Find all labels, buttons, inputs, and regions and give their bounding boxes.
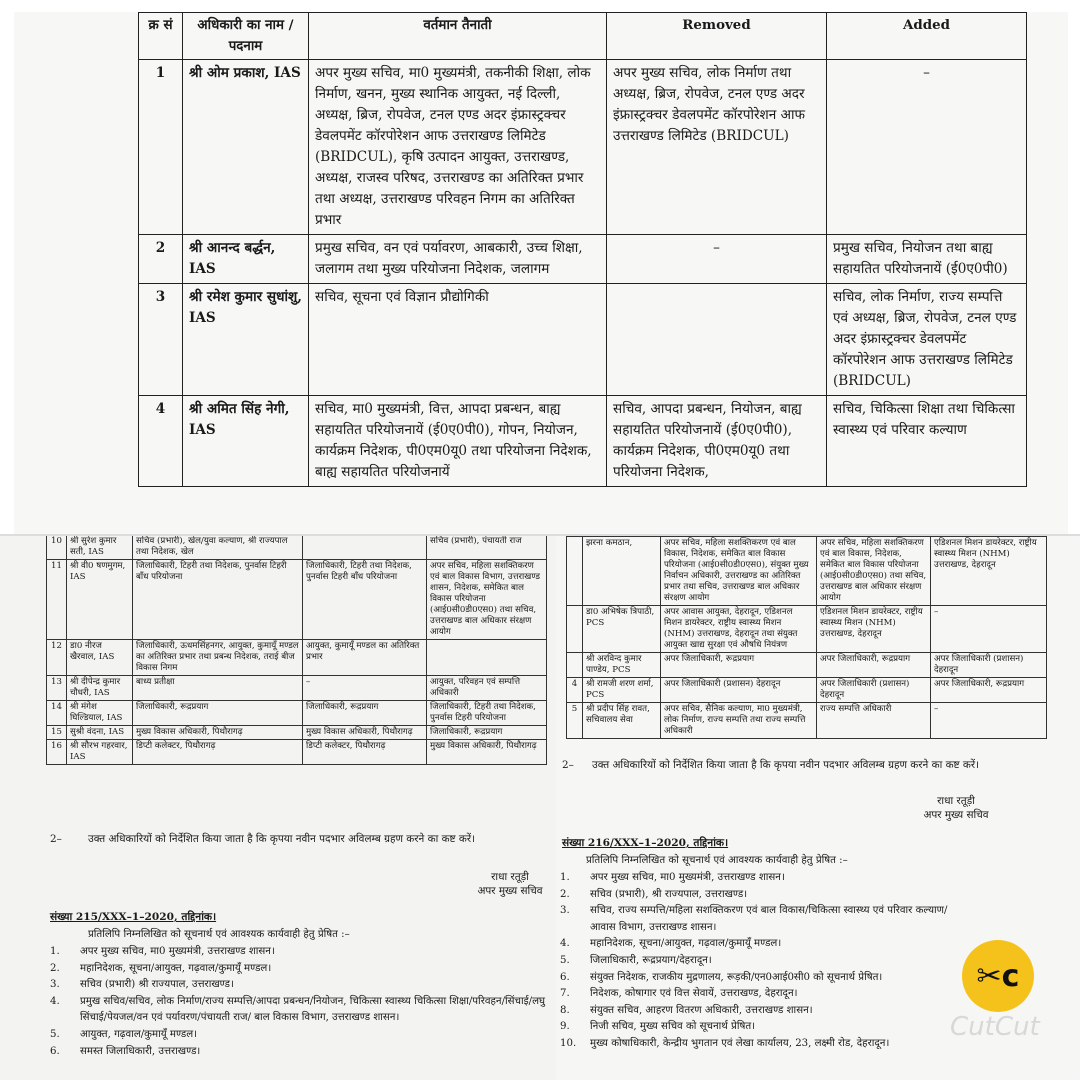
list-item-text: संयुक्त सचिव, आहरण वितरण अधिकारी, उत्तराखण्ड शासन। bbox=[590, 1004, 813, 1016]
list-item-text: मुख्य कोषाधिकारी, केन्द्रीय भुगतान एवं लेखा कार्यालय, 23, लक्ष्मी रोड, देहरादून। bbox=[590, 1037, 890, 1049]
table-row bbox=[47, 740, 547, 765]
row-officer: श्री प्रदीप सिंह रावत, सचिवालय सेवा bbox=[583, 703, 661, 739]
row-current: अपर आवास आयुक्त, देहरादून, एडिशनल मिशन डायरेक्टर, राष्ट्रीय स्वास्थ्य मिशन (NHM) उत्तराखण्ड, देहरादून तथा संयुक्त आयुक्त खाद्य सुरक्षा एवं औषधि नियंत्रण bbox=[661, 606, 817, 653]
row-officer: झरना कमठान, bbox=[583, 537, 661, 606]
row-added: एडिशनल मिशन डायरेक्टर, राष्ट्रीय स्वास्थ्य मिशन (NHM) उत्तराखण्ड, देहरादून bbox=[931, 537, 1047, 606]
row-officer: डा0 अभिषेक त्रिपाठी, PCS bbox=[583, 606, 661, 653]
list-item-text: निजी सचिव, मुख्य सचिव को सूचनार्थ प्रेषित। bbox=[590, 1021, 756, 1033]
table-row bbox=[567, 678, 1047, 703]
list-item bbox=[560, 903, 950, 936]
list-item bbox=[560, 870, 950, 887]
copy-intro: प्रतिलिपि निम्नलिखित को सूचनार्थ एवं आवश्यक कार्यवाही हेतु प्रेषित :– bbox=[586, 855, 848, 866]
row-added: प्रमुख सचिव, नियोजन तथा बाह्य सहायतित परियोजनायें (ई0ए0पी0) bbox=[827, 235, 1027, 284]
list-item-text: जिलाधिकारी, रूद्रप्रयाग/देहरादून। bbox=[590, 954, 712, 966]
table-row bbox=[567, 606, 1047, 653]
table-row bbox=[47, 536, 547, 560]
row-removed bbox=[303, 536, 427, 560]
row-officer: श्री आनन्द बर्द्धन, IAS bbox=[183, 235, 309, 284]
list-item-number: 10. bbox=[560, 1037, 577, 1049]
table-row bbox=[139, 60, 1027, 235]
row-added: – bbox=[827, 60, 1027, 235]
row-removed: – bbox=[303, 676, 427, 701]
list-item-number: 2. bbox=[50, 962, 60, 974]
table-row bbox=[139, 396, 1027, 487]
row-current: अपर मुख्य सचिव, मा0 मुख्यमंत्री, तकनीकी शिक्षा, लोक निर्माण, खनन, मुख्य स्थानिक आयुक्त, नई दिल्ली, अध्यक्ष, ब्रिज, रोपवेज, टनल एण्ड अदर इंफ्रास्ट्रक्चर डेवलपमेंट कॉरपोरेशन आफ उत्तराखण्ड लिमिटेड (BRIDCUL), कृषि उत्पादन आयुक्त, उत्तराखण्ड, अध्यक्ष, राजस्व परिषद, उत्तराखण्ड का अतिरिक्त प्रभार तथा अध्यक्ष, उत्तराखण्ड परिवहन निगम का अतिरिक्त प्रभार bbox=[309, 60, 607, 235]
row-added: – bbox=[931, 703, 1047, 739]
transfer-table-top bbox=[138, 12, 1027, 487]
list-item bbox=[560, 986, 950, 1003]
row-added: अपर जिलाधिकारी (प्रशासन) देहरादून bbox=[931, 653, 1047, 678]
table-row bbox=[567, 703, 1047, 739]
copy-list bbox=[50, 944, 550, 1060]
list-item-number: 1. bbox=[560, 872, 570, 883]
row-serial: 12 bbox=[47, 640, 67, 676]
signatory-name: राधा रतूड़ी bbox=[491, 871, 529, 883]
row-serial: 4 bbox=[139, 396, 183, 487]
row-added: मुख्य विकास अधिकारी, पिथौरागढ़ bbox=[427, 740, 547, 765]
list-item-text: आयुक्त, गढ़वाल/कुमायूँ मण्डल। bbox=[80, 1028, 198, 1040]
row-removed: आयुक्त, कुमायूँ मण्डल का अतिरिक्त प्रभार bbox=[303, 640, 427, 676]
row-removed: अपर मुख्य सचिव, लोक निर्माण तथा अध्यक्ष, ब्रिज, रोपवेज, टनल एण्ड अदर इंफ्रास्ट्रक्चर डेवलपमेंट कॉरपोरेशन आफ उत्तराखण्ड लिमिटेड (BRIDCUL) bbox=[607, 60, 827, 235]
row-added bbox=[427, 640, 547, 676]
row-current: अपर जिलाधिकारी, रूद्रप्रयाग bbox=[661, 653, 817, 678]
row-serial: 2 bbox=[139, 235, 183, 284]
list-item-text: निदेशक, कोषागार एवं वित्त सेवायें, उत्तराखण्ड, देहरादून। bbox=[590, 988, 798, 1000]
row-officer: श्री मंगेश घिल्डियाल, IAS bbox=[67, 701, 133, 726]
row-removed: – bbox=[607, 235, 827, 284]
table-row bbox=[567, 653, 1047, 678]
note-text: उक्त अधिकारियों को निर्देशित किया जाता है कि कृपया नवीन पदभार अविलम्ब ग्रहण करने का कष्ट करें। bbox=[88, 833, 476, 845]
table-row bbox=[567, 537, 1047, 606]
copy-intro: प्रतिलिपि निम्नलिखित को सूचनार्थ एवं आवश्यक कार्यवाही हेतु प्रेषित :– bbox=[88, 929, 350, 940]
list-item bbox=[50, 977, 550, 994]
list-item-text: अपर मुख्य सचिव, मा0 मुख्यमंत्री, उत्तराखण्ड शासन। bbox=[80, 946, 275, 957]
header-serial: क्र सं bbox=[139, 13, 183, 60]
row-added: जिलाधिकारी, टिहरी तथा निदेशक, पुनर्वास टिहरी परियोजना bbox=[427, 701, 547, 726]
list-item bbox=[560, 970, 950, 987]
row-serial: 10 bbox=[47, 536, 67, 560]
list-item bbox=[560, 1036, 950, 1053]
list-item bbox=[560, 1003, 950, 1020]
list-item bbox=[50, 944, 550, 961]
row-added: अपर जिलाधिकारी, रूद्रप्रयाग bbox=[931, 678, 1047, 703]
row-serial bbox=[567, 537, 583, 606]
row-officer: श्री दीपेन्द्र कुमार चौधरी, IAS bbox=[67, 676, 133, 701]
row-removed: अपर जिलाधिकारी (प्रशासन) देहरादून bbox=[817, 678, 931, 703]
list-item-number: 6. bbox=[50, 1045, 60, 1057]
list-item-number: 6. bbox=[560, 971, 570, 983]
row-officer: श्री रमेश कुमार सुधांशु, IAS bbox=[183, 284, 309, 396]
list-item bbox=[50, 1044, 550, 1061]
row-removed: सचिव, आपदा प्रबन्धन, नियोजन, बाह्य सहायतित परियोजनायें (ई0ए0पी0), कार्यक्रम निदेशक, पी0एम0यू0 तथा परियोजना निदेशक, bbox=[607, 396, 827, 487]
row-removed: डिप्टी कलेक्टर, पिथौरागढ़ bbox=[303, 740, 427, 765]
list-item-number: 8. bbox=[560, 1004, 570, 1016]
row-current: सचिव, सूचना एवं विज्ञान प्रौद्योगिकी bbox=[309, 284, 607, 396]
top-document-panel bbox=[14, 12, 1068, 536]
transfer-table-left bbox=[46, 536, 547, 765]
row-removed: अपर सचिव, महिला सशक्तिकरण एवं बाल विकास, निदेशक, समेकित बाल विकास परियोजना (आई0सी0डी0एस0) तथा सचिव, उत्तराखण्ड बाल अधिकार संरक्षण आयोग bbox=[817, 537, 931, 606]
note-number: 2– bbox=[50, 833, 62, 845]
list-item-number: 7. bbox=[560, 988, 570, 1000]
list-item bbox=[560, 953, 950, 970]
header-added: Added bbox=[827, 13, 1027, 60]
signature-block bbox=[420, 870, 560, 898]
list-item-text: संयुक्त निदेशक, राजकीय मुद्रणालय, रूड़की/एन0आई0सी0 को सूचनार्थ प्रेषित। bbox=[590, 971, 883, 983]
row-removed: जिलाधिकारी, रूद्रप्रयाग bbox=[303, 701, 427, 726]
row-serial: 13 bbox=[47, 676, 67, 701]
row-officer: श्री सुरेश कुमार सती, IAS bbox=[67, 536, 133, 560]
list-item-number: 4. bbox=[560, 938, 570, 950]
row-current: प्रमुख सचिव, वन एवं पर्यावरण, आबकारी, उच्च शिक्षा, जलागम तथा मुख्य परियोजना निदेशक, जलागम bbox=[309, 235, 607, 284]
list-item-number: 2. bbox=[560, 888, 570, 900]
row-added: सचिव, लोक निर्माण, राज्य सम्पत्ति एवं अध्यक्ष, ब्रिज, रोपवेज, टनल एण्ड अदर इंफ्रास्ट्रक्चर डेवलपमेंट कॉरपोरेशन आफ उत्तराखण्ड लिमिटेड (BRIDCUL) bbox=[827, 284, 1027, 396]
row-officer: श्री वी0 षणमुगम, IAS bbox=[67, 560, 133, 640]
table-row bbox=[47, 701, 547, 726]
list-item-text: महानिदेशक, सूचना/आयुक्त, गढ़वाल/कुमायूँ मण्डल। bbox=[590, 938, 782, 950]
row-serial: 14 bbox=[47, 701, 67, 726]
row-current: मुख्य विकास अधिकारी, पिथौरागढ़ bbox=[133, 726, 303, 740]
table-header-row bbox=[139, 13, 1027, 60]
reference-number: संख्या 215/XXX–1–2020, तद्दिनांक। bbox=[50, 911, 217, 923]
row-added: अपर सचिव, महिला सशक्तिकरण एवं बाल विकास विभाग, उत्तराखण्ड शासन, निदेशक, समेकित बाल विकास परियोजना (आई0सी0डी0एस0) तथा सचिव, उत्तराखण्ड बाल अधिकार संरक्षण आयोग bbox=[427, 560, 547, 640]
row-current: सचिव, मा0 मुख्यमंत्री, वित्त, आपदा प्रबन्धन, बाह्य सहायतित परियोजनायें (ई0ए0पी0), गोपन, नियोजन, कार्यक्रम निदेशक, पी0एम0यू0 तथा परियोजना निदेशक, बाह्य सहायतित परियोजनायें bbox=[309, 396, 607, 487]
transfer-table-right bbox=[566, 536, 1047, 739]
row-current: बाध्य प्रतीक्षा bbox=[133, 676, 303, 701]
list-item-text: महानिदेशक, सूचना/आयुक्त, गढ़वाल/कुमायूँ मण्डल। bbox=[80, 962, 272, 974]
table-row bbox=[139, 235, 1027, 284]
copy-list bbox=[560, 870, 950, 1053]
row-serial: 16 bbox=[47, 740, 67, 765]
table-row bbox=[47, 640, 547, 676]
row-officer: डा0 नीरज खैरवाल, IAS bbox=[67, 640, 133, 676]
row-officer: श्री अरविन्द कुमार पाण्डेय, PCS bbox=[583, 653, 661, 678]
row-removed: जिलाधिकारी, टिहरी तथा निदेशक, पुनर्वास टिहरी बाँध परियोजना bbox=[303, 560, 427, 640]
list-item-text: सचिव, राज्य सम्पत्ति/महिला सशक्तिकरण एवं बाल विकास/चिकित्सा स्वास्थ्य एवं परिवार कल्याण/ आवास विभाग, उत्तराखण्ड शासन। bbox=[590, 905, 948, 933]
list-item bbox=[560, 936, 950, 953]
table-row bbox=[47, 726, 547, 740]
row-serial: 15 bbox=[47, 726, 67, 740]
row-removed bbox=[607, 284, 827, 396]
row-removed: एडिशनल मिशन डायरेक्टर, राष्ट्रीय स्वास्थ्य मिशन (NHM) उत्तराखण्ड, देहरादून bbox=[817, 606, 931, 653]
list-item-text: सचिव (प्रभारी) श्री राज्यपाल, उत्तराखण्ड। bbox=[80, 979, 234, 991]
header-current: वर्तमान तैनाती bbox=[309, 13, 607, 60]
list-item bbox=[560, 887, 950, 904]
row-officer: श्री ओम प्रकाश, IAS bbox=[183, 60, 309, 235]
list-item bbox=[50, 961, 550, 978]
row-serial: 4 bbox=[567, 678, 583, 703]
row-added: – bbox=[931, 606, 1047, 653]
row-removed: अपर जिलाधिकारी, रूद्रप्रयाग bbox=[817, 653, 931, 678]
row-serial: 11 bbox=[47, 560, 67, 640]
row-serial bbox=[567, 606, 583, 653]
list-item-number: 1. bbox=[50, 946, 60, 957]
row-current: अपर जिलाधिकारी (प्रशासन) देहरादून bbox=[661, 678, 817, 703]
table-row bbox=[139, 284, 1027, 396]
watermark-text: CutCut bbox=[950, 1012, 1040, 1042]
list-item bbox=[50, 1027, 550, 1044]
row-current: सचिव (प्रभारी), खेल/युवा कल्याण, श्री राज्यपाल तथा निदेशक, खेल bbox=[133, 536, 303, 560]
note-number: 2– bbox=[562, 759, 574, 771]
row-serial bbox=[567, 653, 583, 678]
list-item-number: 3. bbox=[560, 905, 570, 917]
row-added: आयुक्त, परिवहन एवं सम्पत्ति अधिकारी bbox=[427, 676, 547, 701]
header-removed: Removed bbox=[607, 13, 827, 60]
row-removed: मुख्य विकास अधिकारी, पिथौरागढ़ bbox=[303, 726, 427, 740]
row-current: जिलाधिकारी, रूद्रप्रयाग bbox=[133, 701, 303, 726]
list-item-number: 9. bbox=[560, 1021, 570, 1033]
list-item-text: प्रमुख सचिव/सचिव, लोक निर्माण/राज्य सम्पत्ति/आपदा प्रबन्धन/नियोजन, चिकित्सा स्वास्थ्य चिकित्सा शिक्षा/परिवहन/सिंचाई/लघु सिंचाई/पेयजल/वन एवं पर्यावरण/पंचायती राज/ बाल विकास विभाग, उत्तराखण्ड शासन। bbox=[80, 995, 546, 1024]
instruction-note bbox=[562, 758, 1052, 772]
row-current: अपर सचिव, सैनिक कल्याण, मा0 मुख्यमंत्री, लोक निर्माण, राज्य सम्पत्ति तथा राज्य सम्पत्ति अधिकारी bbox=[661, 703, 817, 739]
row-officer: सुश्री वंदना, IAS bbox=[67, 726, 133, 740]
row-current: डिप्टी कलेक्टर, पिथौरागढ़ bbox=[133, 740, 303, 765]
bottom-left-document-panel bbox=[0, 536, 560, 1080]
cutcut-logo-icon: ✂c bbox=[962, 940, 1034, 1012]
row-added: सचिव, चिकित्सा शिक्षा तथा चिकित्सा स्वास्थ्य एवं परिवार कल्याण bbox=[827, 396, 1027, 487]
signature-block bbox=[866, 794, 1046, 822]
row-serial: 3 bbox=[139, 284, 183, 396]
list-item-number: 5. bbox=[560, 954, 570, 966]
note-text: उक्त अधिकारियों को निर्देशित किया जाता है कि कृपया नवीन पदभार अविलम्ब ग्रहण करने का कष्ट करें। bbox=[592, 759, 980, 771]
list-item-text: समस्त जिलाधिकारी, उत्तराखण्ड। bbox=[80, 1045, 201, 1057]
table-row bbox=[47, 560, 547, 640]
row-current: अपर सचिव, महिला सशक्तिकरण एवं बाल विकास, निदेशक, समेकित बाल विकास परियोजना (आई0सी0डी0एस0), संयुक्त मुख्य निर्वाचन अधिकारी, उत्तराखण्ड का अतिरिक्त प्रभार तथा सचिव, उत्तराखण्ड बाल अधिकार संरक्षण आयोग bbox=[661, 537, 817, 606]
list-item-number: 5. bbox=[50, 1028, 60, 1040]
signatory-title: अपर मुख्य सचिव bbox=[923, 809, 989, 821]
header-officer: अधिकारी का नाम /पदनाम bbox=[183, 13, 309, 60]
list-item-number: 4. bbox=[50, 995, 60, 1007]
row-officer: श्री रामजी शरण शर्मा, PCS bbox=[583, 678, 661, 703]
list-item bbox=[560, 1019, 950, 1036]
list-item-number: 3. bbox=[50, 979, 60, 991]
row-serial: 5 bbox=[567, 703, 583, 739]
instruction-note bbox=[50, 832, 550, 846]
signatory-title: अपर मुख्य सचिव bbox=[477, 885, 543, 897]
reference-number: संख्या 216/XXX–1–2020, तद्दिनांक। bbox=[562, 837, 729, 849]
list-item bbox=[50, 994, 550, 1027]
list-item-text: अपर मुख्य सचिव, मा0 मुख्यमंत्री, उत्तराखण्ड शासन। bbox=[590, 872, 785, 883]
list-item-text: सचिव (प्रभारी), श्री राज्यपाल, उत्तराखण्ड। bbox=[590, 888, 748, 900]
row-officer: श्री अमित सिंह नेगी, IAS bbox=[183, 396, 309, 487]
row-removed: राज्य सम्पत्ति अधिकारी bbox=[817, 703, 931, 739]
row-serial: 1 bbox=[139, 60, 183, 235]
row-added: सचिव (प्रभारी), पंचायती राज bbox=[427, 536, 547, 560]
row-officer: श्री सौरभ गहरवार, IAS bbox=[67, 740, 133, 765]
table-row bbox=[47, 676, 547, 701]
row-current: जिलाधिकारी, टिहरी तथा निदेशक, पुनर्वास टिहरी बाँध परियोजना bbox=[133, 560, 303, 640]
row-current: जिलाधिकारी, ऊधमसिंहनगर, आयुक्त, कुमायूँ मण्डल का अतिरिक्त प्रभार तथा प्रबन्ध निदेशक, तराई बीज विकास निगम bbox=[133, 640, 303, 676]
row-added: जिलाधिकारी, रूद्रप्रयाग bbox=[427, 726, 547, 740]
signatory-name: राधा रतूड़ी bbox=[937, 795, 975, 807]
